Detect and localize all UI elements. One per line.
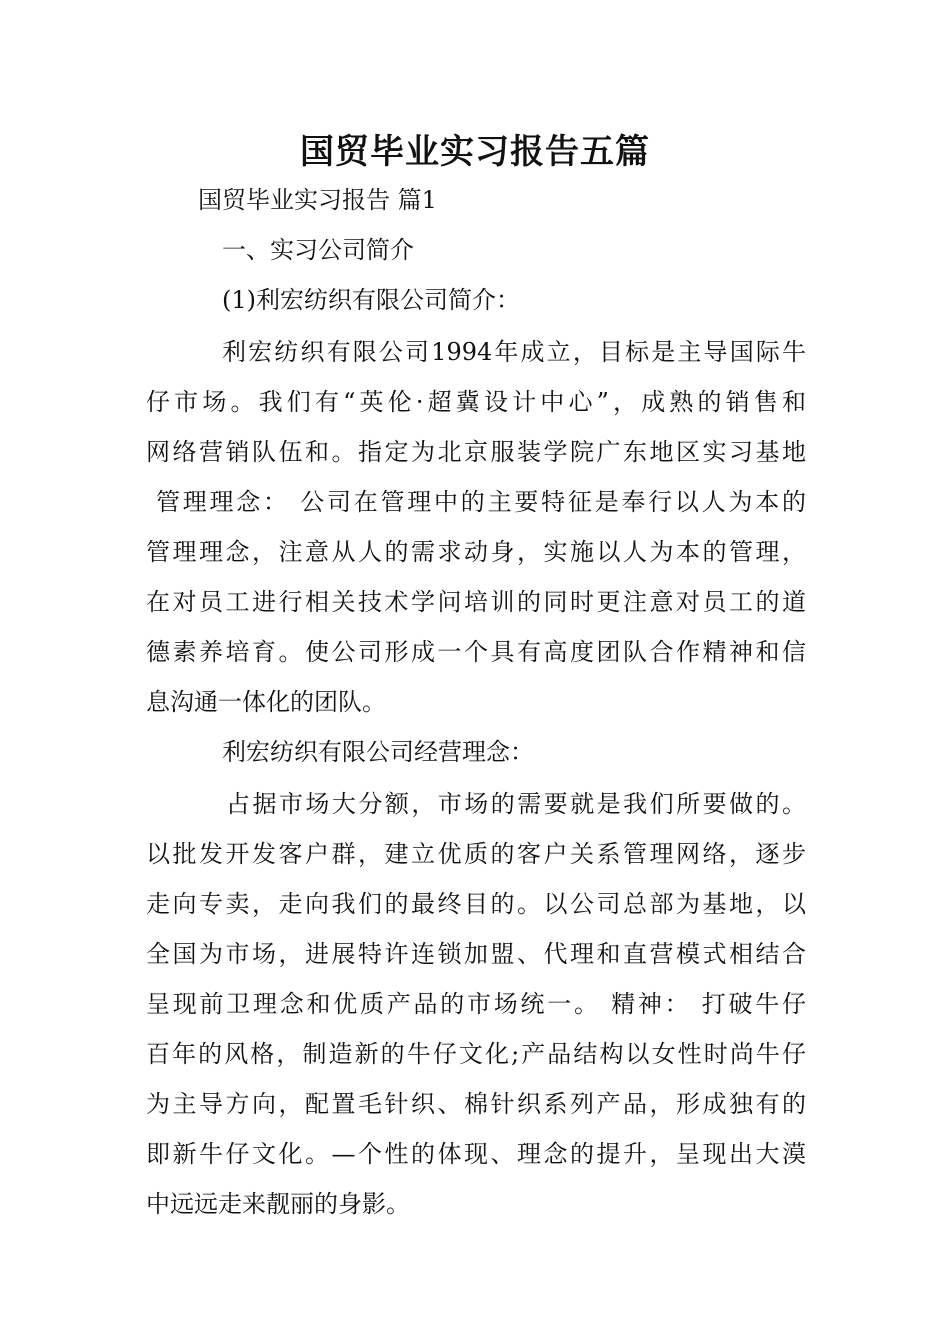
paragraph-line: 百年的风格，制造新的牛仔文化;产品结构以女性时尚牛仔 <box>146 1040 806 1068</box>
paragraph-line: 国贸毕业实习报告 篇1 <box>198 186 437 214</box>
paragraph-line: 即新牛仔文化。—个性的体现、理念的提升，呈现出大漠 <box>146 1140 806 1168</box>
paragraph-line: 全国为市场，进展特许连锁加盟、代理和直营模式相结合 <box>146 940 806 968</box>
paragraph-line: 中远远走来靓丽的身影。 <box>146 1190 410 1218</box>
paragraph-line: 以批发开发客户群，建立优质的客户关系管理网络，逐步 <box>146 840 806 868</box>
paragraph-line: 仔市场。我们有“英伦·超冀设计中心”，成熟的销售和 <box>146 388 806 416</box>
paragraph-line: 利宏纺织有限公司1994年成立，目标是主导国际牛 <box>222 338 806 366</box>
paragraph-line: 管理理念，注意从人的需求动身，实施以人为本的管理， <box>146 538 806 566</box>
document-title: 国贸毕业实习报告五篇 <box>300 132 650 172</box>
paragraph-line: 息沟通一体化的团队。 <box>146 688 386 716</box>
paragraph-line: 利宏纺织有限公司经营理念： <box>222 738 534 766</box>
paragraph-line: 网络营销队伍和。指定为北京服装学院广东地区实习基地 <box>146 438 806 466</box>
paragraph-line: 呈现前卫理念和优质产品的市场统一。 精神： 打破牛仔 <box>146 990 806 1018</box>
paragraph-line: 德素养培育。使公司形成一个具有高度团队合作精神和信 <box>146 638 806 666</box>
paragraph-line: (1)利宏纺织有限公司简介： <box>222 286 520 314</box>
paragraph-line: 管理理念： 公司在管理中的主要特征是奉行以人为本的 <box>156 488 806 516</box>
paragraph-line: 为主导方向，配置毛针织、棉针织系列产品，形成独有的 <box>146 1090 806 1118</box>
paragraph-line: 一、实习公司简介 <box>222 236 414 264</box>
paragraph-line: 在对员工进行相关技术学问培训的同时更注意对员工的道 <box>146 588 806 616</box>
paragraph-line: 占据市场大分额，市场的需要就是我们所要做的。 <box>226 790 806 818</box>
paragraph-line: 走向专卖，走向我们的最终目的。以公司总部为基地，以 <box>146 890 806 918</box>
